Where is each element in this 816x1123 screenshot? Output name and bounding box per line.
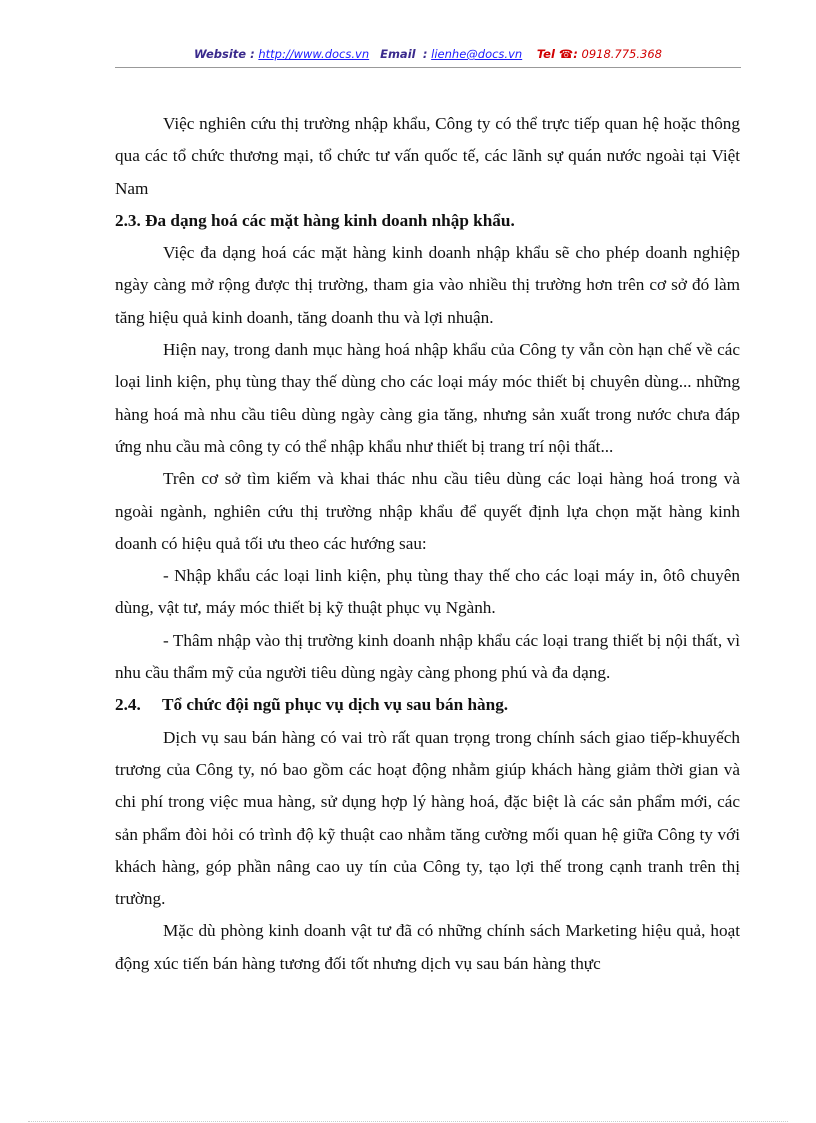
heading-2-3: 2.3. Đa dạng hoá các mặt hàng kinh doanh nhập khẩu. [115,210,515,230]
paragraph-directions: Trên cơ sở tìm kiếm và khai thác nhu cầu tiêu dùng các loại hàng hoá trong và ngoài ngành, nghiên cứu thị trường nhập khẩu để quyết định lựa chọn mặt hàng kinh doanh có hiệu quả tối ưu theo các hướng sau: [115,469,740,553]
page-header [115,47,741,67]
website-label: Website : [194,47,255,61]
tel-number: 0918.775.368 [581,47,662,61]
bullet-interior-market: - Thâm nhập vào thị trường kinh doanh nhập khẩu các loại trang thiết bị nội thất, vì nhu cầu thẩm mỹ của người tiêu dùng ngày càng phong phú và đa dạng. [115,630,740,683]
website-link[interactable]: http://www.docs.vn [258,47,370,61]
paragraph-after-sales: Dịch vụ sau bán hàng có vai trò rất quan trọng trong chính sách giao tiếp-khuyếch trương của Công ty, nó bao gồm các hoạt động nhằm giúp khách hàng giảm thời gian và chi phí trong việc mua hàng, sử dụng hợp lý hàng hoá, đặc biệt là các sản phẩm mới, các sản phẩm đòi hỏi có trình độ kỹ thuật cao nhằm tăng cường mối quan hệ giữa Công ty với khách hàng, góp phần nâng cao uy tín của Công ty, tạo lợi thế trong cạnh tranh trên thị trường. [115,727,740,909]
bullet-import-parts: - Nhập khẩu các loại linh kiện, phụ tùng thay thế cho các loại máy in, ôtô chuyên dùng, vật tư, máy móc thiết bị kỹ thuật phục vụ Ngành. [115,566,740,618]
page-bottom-border [28,1121,788,1122]
document-body [115,108,740,980]
tel-label: Tel ☎: [536,47,578,61]
email-separator: : [422,47,428,61]
heading-2-4-number: 2.4. [115,695,141,715]
paragraph-current-limits: Hiện nay, trong danh mục hàng hoá nhập khẩu của Công ty vẫn còn hạn chế về các loại linh kiện, phụ tùng thay thế dùng cho các loại máy móc thiết bị chuyên dùng... những hàng hoá mà nhu cầu tiêu dùng ngày càng gia tăng, nhưng sản xuất trong nước chưa đáp ứng nhu cầu mà công ty có thể nhập khẩu như thiết bị trang trí nội thất... [115,340,740,456]
email-link[interactable]: lienhe@docs.vn [431,47,523,61]
paragraph-marketing: Mặc dù phòng kinh doanh vật tư đã có những chính sách Marketing hiệu quả, hoạt động xúc tiến bán hàng tương đối tốt nhưng dịch vụ sau bán hàng thực [115,921,740,973]
paragraph-market-research: Việc nghiên cứu thị trường nhập khẩu, Công ty có thể trực tiếp quan hệ hoặc thông qua các tổ chức thương mại, tổ chức tư vấn quốc tế, các lãnh sự quán nước ngoài tại Việt Nam [115,114,740,198]
email-label: Email [380,47,416,61]
paragraph-diversification: Việc đa dạng hoá các mặt hàng kinh doanh nhập khẩu sẽ cho phép doanh nghiệp ngày càng mở rộng được thị trường, tham gia vào nhiều thị trường hơn trên cơ sở đó làm tăng hiệu quả kinh doanh, tăng doanh thu và lợi nhuận. [115,243,740,327]
heading-2-4 [115,689,740,721]
header-rule [115,67,741,68]
heading-2-4-text: Tổ chức đội ngũ phục vụ dịch vụ sau bán hàng. [162,695,509,715]
